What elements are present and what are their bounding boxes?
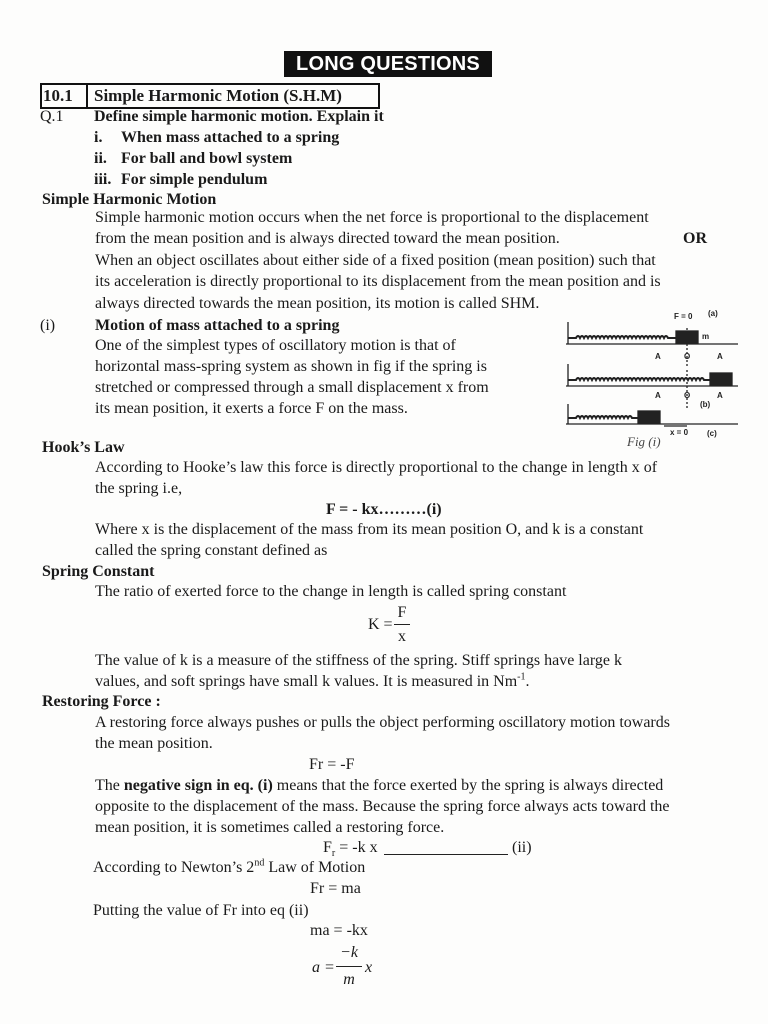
equation-newton: Fr = ma (310, 880, 361, 897)
fraction-bar (336, 966, 362, 967)
paragraph-line: One of the simplest types of oscillatory motion is that of (95, 337, 456, 354)
figure-label: A (717, 352, 723, 361)
question-part-num: i. (94, 129, 103, 146)
question-part-text: For simple pendulum (121, 171, 268, 188)
or-label: OR (683, 230, 707, 247)
equation-tag: (ii) (512, 839, 532, 856)
question-part-num: ii. (94, 150, 107, 167)
paragraph-line: A restoring force always pushes or pulls the object performing oscillatory motion towards (95, 714, 670, 731)
paragraph-line: the spring i.e, (95, 480, 183, 497)
spring-b (568, 378, 710, 380)
fraction-numerator: −k (340, 944, 358, 961)
spring-part-heading: Motion of mass attached to a spring (95, 317, 340, 334)
text-run: The (95, 777, 124, 794)
equation-restoring (323, 838, 378, 858)
figure-label: (b) (700, 400, 711, 409)
figure-label: (a) (708, 309, 718, 318)
paragraph-line: its mean position, it exerts a force F on the mass. (95, 400, 408, 417)
question-part-text: When mass attached to a spring (121, 129, 340, 146)
text-run-bold: negative sign in eq. (i) (123, 777, 273, 794)
figure-label: A (717, 391, 723, 400)
ordinal-superscript: nd (254, 857, 265, 869)
paragraph-line: Simple harmonic motion occurs when the net force is proportional to the displacement (95, 209, 649, 226)
question-part-num: iii. (94, 171, 112, 188)
paragraph-line: According to Hooke’s law this force is directly proportional to the change in length x of (95, 459, 658, 476)
fraction-denominator: m (343, 971, 355, 988)
paragraph-line: Where x is the displacement of the mass from its mean position O, and k is a constant (95, 521, 644, 538)
paragraph-line: opposite to the displacement of the mass. Because the spring force always acts toward the (95, 798, 670, 815)
fraction-numerator: F (397, 604, 407, 621)
figure-label: A (655, 391, 661, 400)
equation-ma: ma = -kx (310, 922, 368, 939)
equation-variable: x (365, 959, 373, 976)
paragraph-line: The value of k is a measure of the stiffness of the spring. Stiff springs have large k (95, 652, 622, 669)
paragraph-line: always directed towards the mean position, its motion is called SHM. (95, 295, 540, 312)
spring-c (568, 416, 638, 418)
eq-subscript: r (331, 848, 336, 860)
long-questions-banner: LONG QUESTIONS (284, 51, 492, 77)
paragraph-line: from the mean position and is always directed toward the mean position. (95, 230, 560, 247)
paragraph-line: its acceleration is directly proportional to its displacement from the mean position and is (95, 273, 661, 290)
figure-caption: Fig (i) (627, 434, 661, 449)
paragraph-line: mean position, it is sometimes called a restoring force. (95, 819, 445, 836)
paragraph-line: stretched or compressed through a small displacement x from (95, 379, 489, 396)
equation-lhs: a = (312, 959, 335, 976)
mass-spring-figure (562, 306, 738, 444)
spring-a (568, 336, 676, 338)
mass-block-b (710, 373, 732, 385)
unit-end: . (525, 673, 530, 690)
paragraph-line (95, 672, 529, 692)
section-title: Simple Harmonic Motion (S.H.M) (94, 86, 342, 105)
figure-label: (c) (707, 429, 717, 438)
paragraph-line: When an object oscillates about either side of a fixed position (mean position) such that (95, 252, 656, 269)
figure-label: m (702, 332, 710, 341)
hooke-heading: Hook’s Law (42, 439, 125, 456)
section-number: 10.1 (42, 85, 88, 107)
question-label: Q.1 (40, 108, 64, 125)
section-header (40, 83, 380, 109)
fraction-bar (394, 624, 410, 625)
fraction-denominator: x (398, 628, 406, 645)
unit-text: values, and soft springs have small k values. It is measured in Nm (95, 673, 518, 690)
eq-rest: = -k x (335, 839, 378, 856)
figure-label: A (655, 352, 661, 361)
equation-lhs: K = (368, 616, 393, 633)
shm-heading: Simple Harmonic Motion (42, 191, 217, 208)
figure-label: O (684, 391, 691, 400)
paragraph-line: the mean position. (95, 735, 213, 752)
figure-label: O (684, 352, 691, 361)
paragraph-line (95, 776, 663, 796)
question-text: Define simple harmonic motion. Explain it (94, 108, 384, 125)
paragraph-line (93, 858, 365, 878)
paragraph-line: horizontal mass-spring system as shown in fig if the spring is (95, 358, 487, 375)
eq-symbol: F (323, 839, 332, 856)
unit-superscript: -1 (517, 671, 526, 683)
paragraph-line: called the spring constant defined as (95, 542, 328, 559)
figure-label: x = 0 (670, 428, 689, 437)
question-part-text: For ball and bowl system (121, 150, 293, 167)
text-run: means that the force exerted by the spring is always directed (272, 777, 664, 794)
equation-fr: Fr = -F (309, 756, 355, 773)
text-run: According to Newton’s 2 (93, 859, 255, 876)
text-run: Law of Motion (264, 859, 366, 876)
part-label: (i) (40, 317, 56, 334)
mass-block-c (638, 411, 660, 423)
equation-hooke: F = - kx………(i) (326, 501, 442, 518)
figure-label: F = 0 (674, 312, 693, 321)
fill-line (384, 854, 508, 855)
paragraph-line: Putting the value of Fr into eq (ii) (93, 902, 309, 919)
restoring-heading: Restoring Force : (42, 693, 161, 710)
paragraph-line: The ratio of exerted force to the change in length is called spring constant (95, 583, 567, 600)
spring-constant-heading: Spring Constant (42, 563, 155, 580)
